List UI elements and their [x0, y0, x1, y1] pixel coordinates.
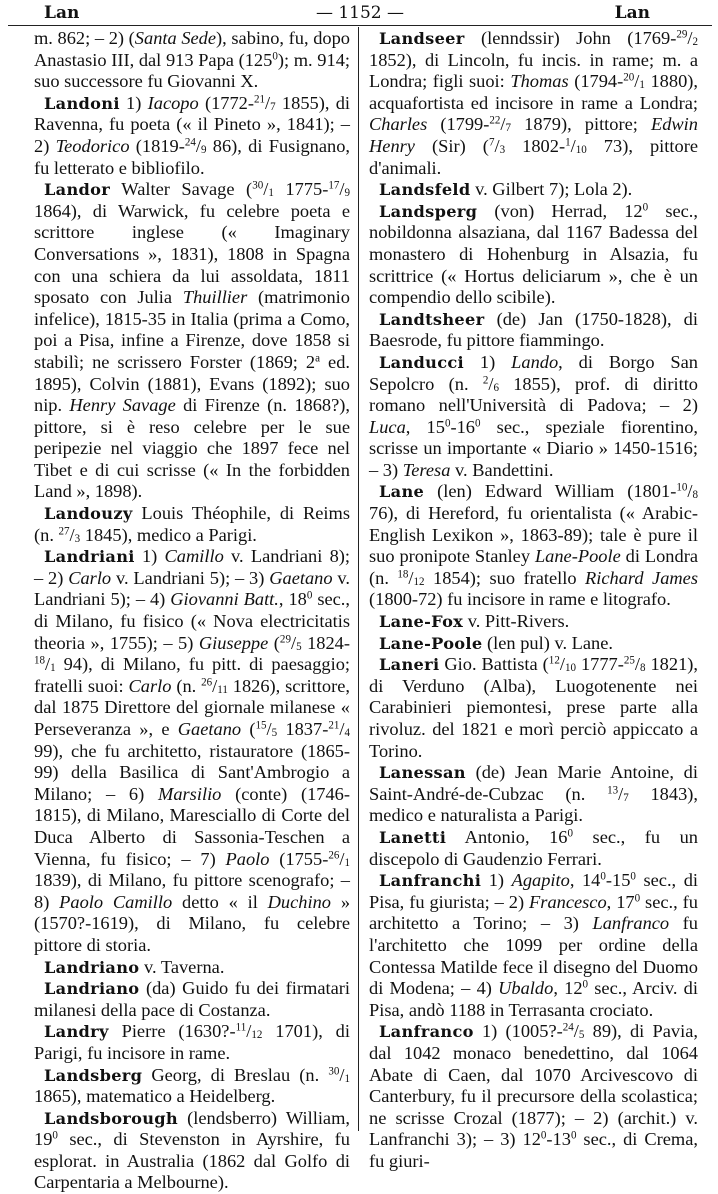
dictionary-entry [369, 352, 698, 482]
entry-headword: Lane-Poole [379, 633, 483, 653]
entry-headword: Lanessan [379, 763, 466, 783]
dictionary-entry [34, 179, 350, 503]
entry-headword: Landtsheer [379, 309, 485, 329]
dictionary-entry [34, 93, 350, 179]
entry-headword: Lane [379, 482, 425, 502]
entry-text: (von) Herrad, $12^0$ sec., nobildonna alsaziana, dal 1167 Badessa del monastero di Hohenburg in Alsazia, fu scrittrice (« Hortus deliciarum », che è un compendio dello scibile). [369, 200, 699, 308]
entry-text: Pierre ($1630?-^{11}/_{12}$ 1701), di Parigi, fu incisore in rame. [34, 1021, 350, 1063]
dictionary-entry [34, 503, 350, 546]
entry-text: 1) ($1005?-^{24}/_5$ 89), di Pavia, dal 1042 monaco benedettino, dal 1064 Abate di Caen, dal 1070 Arcivescovo di Canterbury, fu il precursore della scolastica; ne scrisse Crozal (1877); – 2) (archit.) v. Lanfranchi 3); – 3) $12^0-13^0$ sec., di Crema, fu giuri- [369, 1021, 698, 1171]
dictionary-entry [369, 654, 698, 762]
entry-headword: Lanfranchi [379, 871, 482, 891]
dictionary-entry [369, 481, 698, 611]
dictionary-entry [369, 309, 698, 352]
dictionary-entry [369, 611, 698, 633]
entry-headword: Landor [44, 180, 111, 200]
entry-headword: Landriani [44, 547, 135, 567]
entry-headword: Landucci [379, 352, 464, 372]
dictionary-entry [34, 1108, 350, 1194]
entry-headword: Laneri [379, 655, 440, 675]
entry-text: (lendsberro) William, $19^0$ sec., di Stevenston in Ayrshire, fu esplorat. in Australia (1862 dal Golfo di Carpentaria a Melbourne). [34, 1107, 350, 1193]
entry-text: (len pul) v. Lane. [482, 632, 613, 653]
entry-text: Louis Théophile, di Reims (n. $^{27}/_3$ 1845), medico a Parigi. [34, 503, 350, 545]
entry-text: 1) Lando, di Borgo San Sepolcro (n. $^2/_6$ 1855), prof. di diritto romano nell'Università di Padova; – 2) Luca, $15^0-16^0$ sec., speziale fiorentino, scrisse un importante « Diario » 1450-1516; – 3) Teresa v. Bandettini. [369, 351, 699, 480]
entry-text: m. 862; – 2) (Santa Sede), sabino, fu, dopo Anastasio III, dal 913 Papa $(125^0)$; m. 914; suo successore fu Giovanni X. [34, 28, 350, 92]
entry-text: (lenndssir) John ($1769-^{29}/_2$ 1852), di Lincoln, fu incis. in rame; m. a Londra; figli suoi: Thomas ($1794-^{20}/_1$ 1880), acquafortista ed incisore in rame a Londra; Charles ($1799-^{22}/_7$ 1879), pittore; Edwin Henry (Sir) ($^7/_3$ $1802-^1/_{10}$ 73), pittore d'animali. [369, 28, 698, 178]
dictionary-entry [34, 957, 350, 979]
entry-text: Gio. Battista ($^{12}/_{10}$ $1777-^{25}/_8$ 1821), di Verduno (Alba), Luogotenente nei Carabinieri piemontesi, prese parte alla rivoluz. del 1821 e morì perciò appiccato a Torino. [369, 654, 698, 761]
entry-text: Georg, di Breslau (n. $^{30}/_1$ 1865), matematico a Heidelberg. [34, 1064, 350, 1107]
header-left-guideword: Lan [44, 3, 80, 23]
dictionary-entry [369, 201, 698, 309]
entry-headword: Landouzy [44, 504, 133, 524]
entry-headword: Landry [44, 1022, 109, 1042]
column-divider [358, 27, 359, 1131]
entry-text: (da) Guido fu dei firmatari milanesi della pace di Costanza. [34, 978, 350, 1020]
entry-text: (de) Jean Marie Antoine, di Saint-André-de-Cubzac (n. $^{13}/_7$ 1843), medico e naturalista a Parigi. [369, 762, 698, 826]
dictionary-entry [369, 870, 698, 1021]
running-header [10, 2, 710, 26]
entry-headword: Landsborough [44, 1108, 178, 1128]
right-column [369, 28, 698, 1172]
entry-headword: Landoni [44, 93, 120, 113]
entry-headword: Landsperg [379, 201, 478, 221]
entry-headword: Lane-Fox [379, 612, 464, 632]
entry-headword: Landsfeld [379, 180, 471, 200]
entry-text: Walter Savage ($^{30}/_1$ $1775-^{17}/_9$ 1864), di Warwick, fu celebre poeta e scrittore inglese (« Imaginary Conversations », 1831), 1808 in Spagna con una schiera da lui assoldata, 1811 sposato con Julia Thuillier (matrimonio infelice), 1815-35 in Italia (prima a Como, poi a Pisa, infine a Firenze, dove 1858 si stabilì; ne scrissero Forster (1869; 2$^a$ ed. 1895), Colvin (1881), Evans (1892); suo nip. Henry Savage di Firenze (n. 1868?), pittore, si è reso celebre per le sue peripezie nel viaggio che 1897 fece nel Tibet e di cui scrisse (« In the forbidden Land », 1898). [34, 179, 350, 502]
dictionary-entry [369, 827, 698, 870]
entry-headword: Landriano [44, 957, 140, 977]
entry-text: Antonio, $16^0$ sec., fu un discepolo di Gaudenzio Ferrari. [369, 826, 698, 869]
dictionary-entry [34, 1065, 350, 1108]
entry-text: 1) Agapito, $14^0-15^0$ sec., di Pisa, fu giurista; – 2) Francesco, $17^0$ sec., fu architetto a Torino; – 3) Lanfranco fu l'architetto che 1099 per ordine della Contessa Matilde fece il disegno del Duomo di Modena; – 4) Ubaldo, $12^0$ sec., Arciv. di Pisa, andò 1188 in Terrasanta crociato. [369, 870, 699, 1020]
entry-headword: Landseer [379, 29, 465, 48]
entry-text: v. Taverna. [139, 956, 225, 977]
dictionary-entry [369, 762, 698, 827]
entry-text: 1) Camillo v. Landriani 8); – 2) Carlo v. Landriani 5); – 3) Gaetano v. Landriani 5); – 4) Giovanni Batt., $18^0$ sec., di Milano, fu fisico (« Nova electricitatis theoria », 1755); – 5) Giuseppe ($^{29}/_5$ $1824-^{18}/_1$ 94), di Milano, fu pitt. di paesaggio; fratelli suoi: Carlo (n. $^{26}/_{11}$ 1826), scrittore, dal 1875 Direttore del giornale milanese « Perseveranza », e Gaetano ($^{15}/_5$ $1837-^{21}/_4$ 99), che fu architetto, ristauratore (1865-99) della Basilica di Sant'Ambrogio a Milano; – 6) Marsilio (conte) (1746-1815), di Milano, Maresciallo di Corte del Duca Alberto di Sassonia-Teschen a Vienna, fu fisico; – 7) Paolo ($1755-^{26}/_1$ 1839), di Milano, fu pittore scenografo; – 8) Paolo Camillo detto « il Duchino » (1570?-1619), di Milano, fu celebre pittore di storia. [34, 546, 351, 955]
dictionary-entry [369, 633, 698, 655]
entry-headword: Landsberg [44, 1065, 143, 1085]
header-right-guideword: Lan [614, 3, 650, 23]
entry-headword: Landriano [44, 979, 140, 999]
dictionary-entry [34, 546, 350, 956]
entry-text: (len) Edward William ($1801-^{10}/_8$ 76), di Hereford, fu orientalista (« Arabic-English Lexikon », 1863-89); tale è pure il suo pronipote Stanley Lane-Poole di Londra (n. $^{18}/_{12}$ 1854); suo fratello Richard James (1800-72) fu incisore in rame e litografo. [369, 481, 699, 610]
entry-text: v. Pitt-Rivers. [463, 611, 570, 632]
dictionary-entry [369, 1021, 698, 1172]
entry-text: (de) Jan (1750-1828), di Baesrode, fu pittore fiammingo. [369, 308, 698, 351]
dictionary-entry [34, 978, 350, 1021]
entry-text: v. Gilbert 7); Lola 2). [470, 179, 633, 200]
entry-headword: Lanfranco [379, 1022, 474, 1042]
entry-headword: Lanetti [379, 827, 447, 847]
dictionary-entry [34, 1021, 350, 1064]
header-rule [8, 25, 712, 26]
dictionary-entry [34, 28, 350, 93]
dictionary-entry [369, 28, 698, 179]
left-column [34, 28, 350, 1194]
entry-text: 1) Iacopo ($1772-^{21}/_7$ 1855), di Ravenna, fu poeta (« il Pineto », 1841); – 2) Teodorico ($1819-^{24}/_9$ 86), di Fusignano, fu letterato e bibliofilo. [34, 92, 350, 178]
page-number: — 1152 — [315, 3, 405, 23]
dictionary-entry [369, 179, 698, 201]
